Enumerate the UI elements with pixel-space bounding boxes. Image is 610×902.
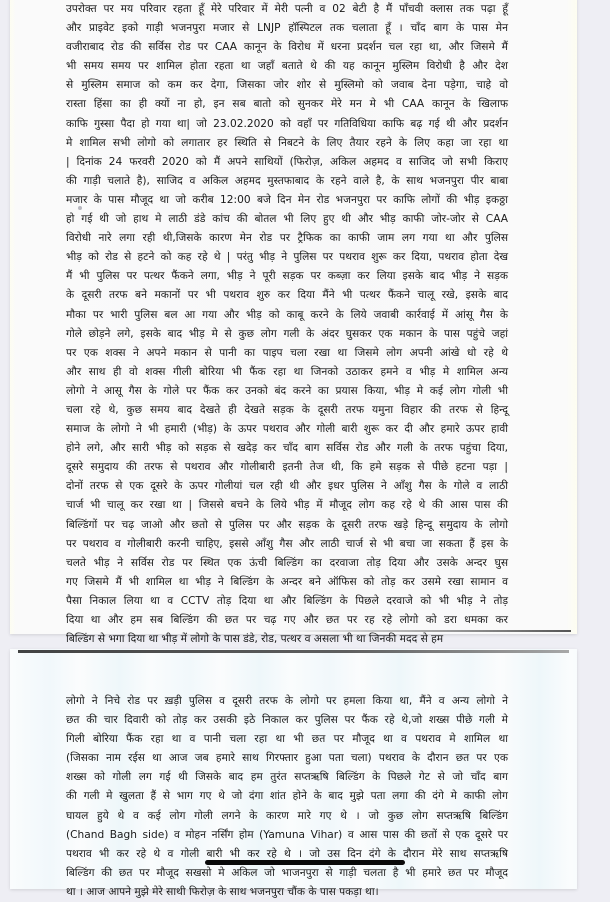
text-line: पैसा निकाल लिया था व CCTV तोड़ दिया था और बिल्डिंग के पिछले दरवाजे को भी भीड़ ने तोड़: [66, 594, 508, 607]
text-line: और साथ ही वो शक्स गीली बोरिया भी फैंक रहा था जिनको उठाकर हमने व भीड़ मे शामिल अन्य: [66, 365, 508, 378]
text-line: हो गई थी जो हाथ मे लाठी डंडे कांच की बोतल भी लिए हुए थी और भीड़ काफी जोर-जोर से CAA: [66, 213, 508, 226]
text-line: दोनों तरफ से एक दूसरे के ऊपर गोलीयां चल रही थी और इधर पुलिस ने ऑंशु गैस के गोले व लाठी: [66, 480, 508, 493]
page-1-body-text: [66, 0, 508, 649]
text-line: और प्राइवेट इको गाड़ी भजनपुरा मजार से LNJP हॉस्पिटल तक चलाता हूँ । चाँद बाग के पास मेन: [66, 22, 508, 35]
text-line: उपरोक्त पर मय परिवार रहता हूँ मेरे परिवार में मेरी पत्नी व 02 बेटी है मैं पाँचवी क्लास तक पढ़ा हूँ: [66, 3, 508, 15]
text-line: के दूसरी तरफ बने मकानों पर भी पथराव शुरु कर दिया मैंने भी पत्थर फैंकने चालू रखे, इसके बाद: [66, 289, 508, 302]
text-line: पथराव भी कर रहे थे व गोली बारी भी कर रहे थे । जो उस दिन दंगे के दौरान मेरे साथ सप्तऋषि: [66, 847, 508, 860]
text-line: चार्ज भी चालू कर रखा था | जिससे बचने के लिये भीड़ में मौजूद लोग कह रहे थे की आस पास की: [66, 499, 508, 512]
text-line: वजीराबाद रोड की सर्विस रोड पर CAA कानून के विरोध में धरना प्रदर्शन चल रहा था, और जिसमे मैं: [66, 41, 508, 54]
text-line: की गाड़ी चलाते है), साजिद व अकिल अहमद मुस्तफाबाद के रहने वाले है, के साथ भजनपुरा पीर बाबा: [66, 174, 508, 187]
text-line: बिल्डिंगों पर चढ़ जाओ और छतो से पुलिस पर और सड़क के दूसरी तरफ खड़े हिन्दू समुदाय के लोगो: [66, 518, 508, 531]
text-line: लोगो ने आसू गैस के गोले पर फैंक कर उनको बंद करने का प्रयास किया, भीड़ मे कई लोग गोली भी: [66, 384, 508, 397]
text-line: मे शामिल सभी लोगो को लगातार हर स्थिति से निबटने के लिए तैयार रहने के लिए कहा जा रहा था: [66, 136, 508, 149]
text-line: दूसरे समुदाय की तरफ से पथराव और गोलीबारी इतनी तेज थी, कि हमे सड़क से पीछे हटना पड़ा |: [66, 461, 508, 474]
text-line: शख्स को गोली लग गई थी जिसके बाद हम तुरंत सप्तऋषि बिल्डिंग के पिछले गेट से जो चाँद बाग: [66, 771, 508, 784]
text-line: विरोधी नारे लगा रही थी,जिसके कारण मेन रोड पर ट्रैफिक का काफी जाम लग गया था और पुलिस: [66, 232, 508, 245]
document-page-2: [10, 649, 577, 898]
text-line: समाज के लोगो ने भी हमारी (भीड़) के ऊपर पथराव और गोली बारी शुरू कर दी और हमारे ऊपर हावी: [66, 423, 508, 436]
text-line: दिया था और हम सब बिल्डिंग की छत पर चढ़ गए और छत पर रह रहे लोगो को डरा धमका कर: [66, 614, 508, 626]
page-2-body-text: [66, 692, 508, 902]
document-page-1: [10, 0, 577, 646]
text-line: था । आज आपने मुझे मेरे साथी फिरोज़ के साथ भजनपुरा चौंक के पास पकड़ा था।: [66, 885, 379, 898]
text-line: (जिसका नाम रईस था आज जब हमारे साथ गिरफ्तार हुआ पता चला) पथराव के दौरान छत पर एक: [66, 752, 508, 765]
page-2-top-edge: [18, 650, 569, 653]
scan-speck: [78, 206, 82, 210]
text-line: चला रहे थे, कुछ समय बाद देखते ही देखते सड़क के दूसरी तरफ यमुना विहार की तरफ से हिन्दू: [66, 403, 508, 416]
text-line: छत की चार दिवारी को तोड़ कर उसकी इठे निकाल कर पुलिस पर फैंक रहे थे,जो शख्स पीछे गली मे: [66, 714, 508, 727]
text-line: घायल हुये थे व कई लोग गोली लगने के कारण मारे गए थे । जो कुछ लोग सप्तऋषि बिल्डिंग: [66, 809, 508, 822]
text-line: | दिनांक 24 फरवरी 2020 को मैं अपने साथियों (फिरोज़, अकिल अहमद व साजिद जो सभी किराए: [66, 155, 508, 168]
text-line: लोगो ने निचे रोड पर ख़ड़ी पुलिस व दूसरी तरफ के लोगो पर हमला किया था, मैंने व अन्य लोगो ने: [66, 695, 508, 707]
text-line: मजार के पास मौजूद था जो करीब 12:00 बजे दिन मेन रोड भजनपुरा पर काफि लोगों की भीड़ इकठ्ठा: [66, 193, 508, 206]
text-line: रास्ता हिंसा का ही क्यों ना हो, इन सब बातो को सुनकर मेरे मन मे भी CAA कानून के खिलाफ: [66, 98, 508, 111]
text-line: पर एक शक्स ने अपने मकान से पानी का पाइप चला रखा था जिसमे लोग अपनी आंखे धो रहे थे: [66, 346, 508, 359]
text-line: बिल्डिंग से भगा दिया था भीड़ में लोगो के पास डंडे, रोड, पत्थर व असला भी था जिनकी मदद से हम: [66, 633, 444, 646]
text-line: भीड़ को रोड से हटने को कह रहे थे | परंतु भीड़ ने पुलिस पर पथराव शुरू कर दिया, पथराव होता देख: [66, 251, 508, 264]
page-1-bottom-edge: [280, 630, 571, 632]
text-line: की गली मे खुलता हैं से भाग गए थे जो दंगा शांत होने के बाद मुझे पता लगा की दंगे मे काफी लोग: [66, 790, 508, 803]
text-line: से मुस्लिम समाज को कम कर देगा, जिसका जोर शोर से मुस्लिमो को जवाब देना पड़ेगा, चाहे वो: [66, 79, 508, 92]
text-line: बिल्डिंग की छत पर मौजूद सखसो मे अकिल जो भाजनपुरा से गाड़ी चलता है भी हमारे छत पर मौजूद: [66, 866, 508, 879]
text-line: (Chand Bagh side) व मोहन नर्सिंग होम (Yamuna Vihar) व आस पास की छतों से एक दूसरे पर: [66, 828, 508, 841]
text-line: पर पथराव व गोलीबारी करनी चाहिए, इससे ऑंशु गैस और लाठी चार्ज से भी बचा जा सकता हैं इस के: [66, 537, 508, 550]
text-line: गिली बोरिया फैंक रहा था व पानी चला रहा था भी छत पर मौजूद था व पथराव मे शामिल था: [66, 733, 508, 746]
text-line: गए जिसमे मैं भी शामिल था भीड़ ने बिल्डिंग के अन्दर बने ऑफिस को तोड़ कर उसमे रखा सामान व: [66, 575, 508, 588]
text-line: मौका पर भारी पुलिस बल आ गया और भीड़ को काबू करने के लिये जवाबी कार्रवाई में आंसू गैस के: [66, 308, 508, 321]
text-line: भी समय समय पर शामिल होता रहता था जहाँ बताते थे की यह कानून मुस्लिम विरोधी है और देश: [66, 60, 508, 73]
text-line: चलते भीड़ ने सर्विस रोड पर स्थित एक ऊंची बिल्डिंग का दरवाजा तोड़ दिया और उसके अन्दर घुस: [66, 556, 508, 569]
text-line: काफि गुस्सा पैदा हो गया था| जो 23.02.2020 को वहाँ पर गतिविधिया काफि बढ़ गई थी और प्रदर्शन: [66, 117, 508, 130]
text-line: गोले छोड़ने लगे, इसके बाद भीड़ मे से कुछ लोग गली के अंदर घुसकर एक मकान के पास पहुंचे जहां: [66, 327, 508, 340]
text-line: होने लगे, और सारी भीड़ को सड़क से खदेड़ कर चाँद बाग सर्विस रोड और गली के तरफ पहुंचा दिया,: [66, 442, 508, 455]
text-line: मैं भी पुलिस पर पत्थर फैंकने लगा, भीड़ ने पूरी सड़क पर कब्ज़ा कर लिया इसके बाद भीड़ ने सड़क: [66, 270, 508, 283]
home-indicator-bar[interactable]: [205, 860, 405, 865]
